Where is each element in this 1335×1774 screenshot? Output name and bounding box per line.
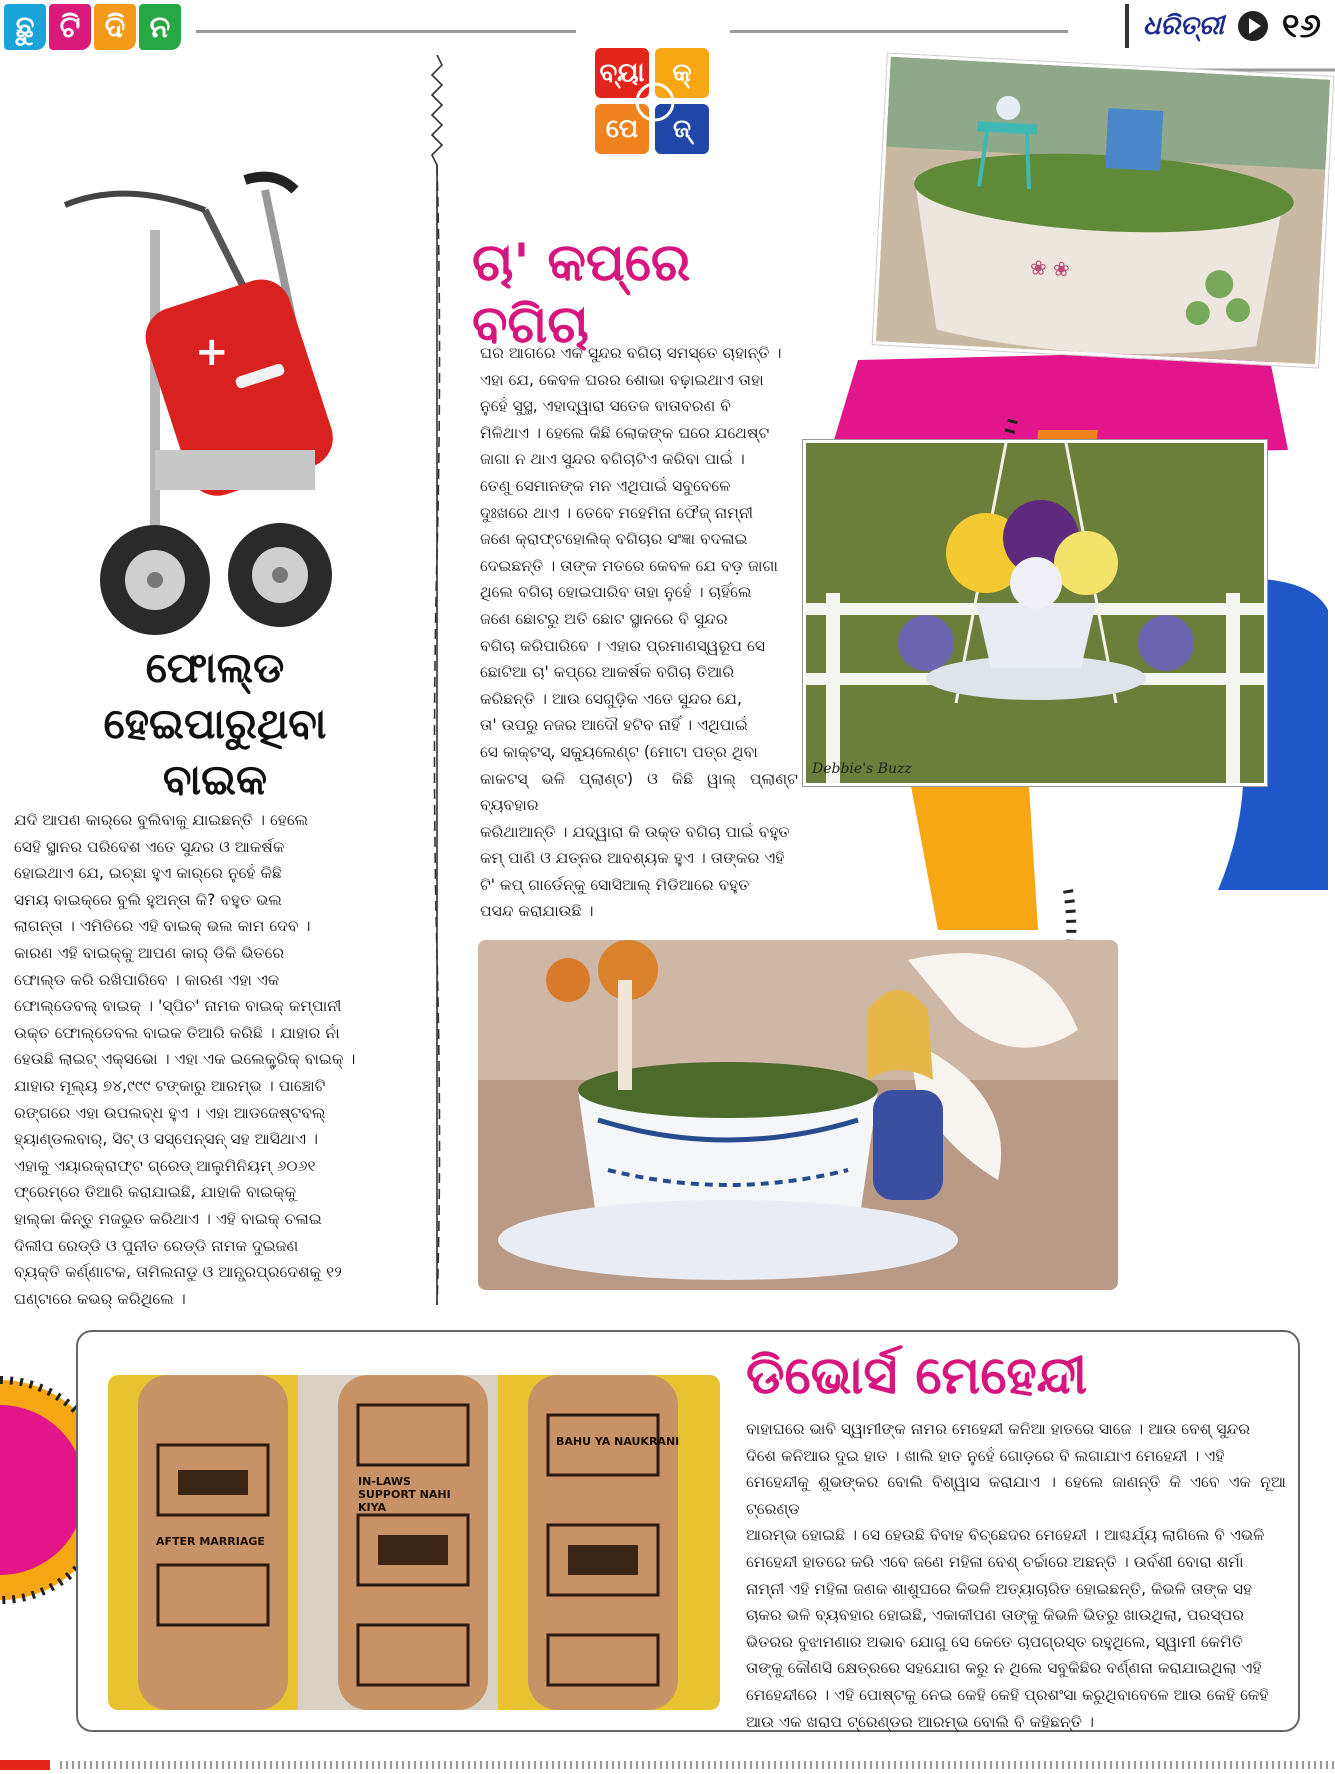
bike-illustration xyxy=(5,150,425,645)
badge-letter: ପେ xyxy=(595,104,649,154)
mehendi-caption: AFTER MARRIAGE xyxy=(156,1535,265,1548)
brand-letter: ଦି xyxy=(94,4,136,50)
text-line: ଏହାକୁ ଏୟାରକ୍ରାଫ୍ଟ ଗ୍ରେଡ୍ ଆଲୁମିନିୟମ୍ ୬୦୬୧ xyxy=(14,1156,316,1175)
text-line: କାରଣ ଏହି ବାଇକ୍‌କୁ ଆପଣ କାର୍ ଡିକି ଭିତରେ xyxy=(14,943,285,962)
mehendi-caption: BAHU YA NAUKRANI xyxy=(556,1435,680,1448)
text-line: ରଙ୍ଗରେ ଏହା ଉପଲବ୍ଧ ହୁଏ । ଏହା ଆଡଜେଷ୍ଟବଲ୍ xyxy=(14,1103,326,1122)
text-line: ଆରମ୍ଭ ହୋଇଛି । ସେ ହେଉଛି ବିବାହ ବିଚ୍ଛେଦର ମେହେନ୍ଦୀ । ଆଶ୍ଚର୍ଯ୍ୟ ଲାଗିଲେ ବି ଏଭଳି xyxy=(746,1526,1265,1545)
hanging-teacup-illustration xyxy=(806,443,1264,783)
mehendi-article-body xyxy=(746,1416,1286,1735)
text-line: ଉକ୍ତ ଫୋଲ୍ଡେବଲ ବାଇକ ତିଆରି କରିଛି । ଯାହାର ନାଁ xyxy=(14,1023,340,1042)
text-line: ଦିଲୀପ ରେଡ୍ଡି ଓ ପୁନୀତ ରେଡ୍ଡି ନାମକ ଦୁଇଜଣ xyxy=(14,1236,299,1255)
text-line: ଥିଲେ ବଗିଚା ହୋଇପାରିବ ତାହା ନୁହେଁ । ଚାହିଁଲେ xyxy=(480,583,752,602)
text-line: ତାଙ୍କୁ କୌଣସି କ୍ଷେତ୍ରରେ ସହଯୋଗ କରୁ ନ ଥିଲେ ସବୁକିଛିର ବର୍ଣ୍ଣନା କରାଯାଇଥିଲା ଏହି xyxy=(746,1659,1262,1678)
text-line: ଲାଗନ୍ତା । ଏମିତିରେ ଏହି ବାଇକ୍ ଭଲ କାମ ଦେବ । xyxy=(14,917,311,936)
teacup-garden-photo-3 xyxy=(478,940,1118,1290)
badge-circle-icon xyxy=(633,80,677,124)
publication-logo: ଧରିତ୍ରୀ xyxy=(1142,10,1224,41)
text-line: ଘଣ୍ଟାରେ କଭର୍ କରିଥିଲେ । xyxy=(14,1289,186,1308)
teacup-article-title xyxy=(472,232,832,356)
text-line: କମ୍ ପାଣି ଓ ଯତ୍ନର ଆବଶ୍ୟକ ହୁଏ । ତାଙ୍କର ଏହି xyxy=(480,849,785,868)
bike-article-title xyxy=(10,640,420,808)
section-brand xyxy=(4,4,181,50)
text-line: ଫୋଲ୍ଡେବଲ୍ ବାଇକ୍ । 'ସ୍ପିଚ' ନାମକ ବାଇକ୍ କମ୍ପାନୀ xyxy=(14,997,342,1016)
text-line: କରିଥାଆନ୍ତି । ଯଦ୍ୱାରା କି ଉକ୍ତ ବଗିଚା ପାଇଁ ବହୁତ xyxy=(480,822,790,841)
text-line: ସମୟ ବାଇକ୍‌ରେ ବୁଲି ହୁଅନ୍ତା କି? ବହୁତ ଭଲ xyxy=(14,890,282,909)
header-rule xyxy=(730,30,1068,33)
column-divider xyxy=(430,55,444,1305)
header-rule xyxy=(196,30,576,33)
mehendi-caption: IN-LAWS SUPPORT NAHI KIYA xyxy=(358,1475,451,1514)
header-right xyxy=(1125,4,1321,48)
text-line: ବାହାଘରେ ଭାବି ସ୍ୱାମୀଙ୍କ ନାମର ମେହେନ୍ଦୀ କନିଆ ହାତରେ ସାଜେ । ଆଉ ବେଶ୍ ସୁନ୍ଦର xyxy=(746,1420,1251,1438)
photo-watermark: Debbie's Buzz xyxy=(812,761,912,777)
text-line: କରିଛନ୍ତି । ଆଉ ସେଗୁଡ଼ିକ ଏତେ ସୁନ୍ଦର ଯେ, xyxy=(480,689,742,708)
text-line: ତେଣୁ ସେମାନଙ୍କ ମନ ଏଥିପାଇଁ ସବୁବେଳେ xyxy=(480,476,731,495)
text-line: ଟି' କପ୍ ଗାର୍ଡେନ୍‌କୁ ସୋସିଆଲ୍ ମିଡିଆରେ ବହୁତ xyxy=(480,875,750,894)
teacup-garden-photo-1 xyxy=(873,54,1334,368)
text-line: ବଗିଚା କରିପାରିବେ । ଏହାର ପ୍ରମାଣସ୍ୱରୂପ ସେ xyxy=(480,636,765,655)
header-separator xyxy=(1125,4,1129,48)
folding-bike-photo xyxy=(5,150,425,645)
svg-text:+: + xyxy=(195,329,229,375)
text-line: ଘର ଆଗରେ ଏକ ସୁନ୍ଦର ବଗିଚା ସମସ୍ତେ ଚାହାନ୍ତି । xyxy=(480,344,782,362)
text-line: ଜାଗା ନ ଥାଏ ସୁନ୍ଦର ବଗିଚାଟିଏ କରିବା ପାଇଁ । xyxy=(480,450,745,469)
text-line: ଛୋଟିଆ ଚା' କପ୍‌ରେ ଆକର୍ଷକ ବଗିଚା ତିଆରି xyxy=(480,663,735,682)
text-line: ଜଣେ ଛୋଟରୁ ଅତି ଛୋଟ ସ୍ଥାନରେ ବି ସୁନ୍ଦର xyxy=(480,609,728,628)
bike-title-line: ଫୋଲ୍ଡ xyxy=(145,643,285,692)
text-line: ମେହେନ୍ଦୀରେ । ଏହି ପୋଷ୍ଟକୁ ନେଇ କେହି କେହି ପ୍ରଶଂସା କରୁଥିବାବେଳେ ଆଉ କେହି କେହି xyxy=(746,1685,1269,1704)
text-line: ହୋଇଥାଏ ଯେ, ଇଚ୍ଛା ହୁଏ କାର୍‌ରେ ନୁହେଁ କିଛି xyxy=(14,864,282,883)
text-line: ଦୁଃଖରେ ଥାଏ । ତେବେ ମହେମିନା ଫୈଜ୍ ନାମ୍ନୀ xyxy=(480,503,754,522)
badge-letter: ବ୍ୟା xyxy=(595,48,649,98)
brand-letter: ଛୁ xyxy=(4,4,46,50)
text-line: ଦିଶେ କନିଆର ଦୁଇ ହାତ । ଖାଲି ହାତ ନୁହେଁ ଗୋଡ଼ରେ ବି ଲଗାଯାଏ ମେହେନ୍ଦୀ । ଏହି xyxy=(746,1446,1225,1465)
text-line: ଚାକର ଭଳି ବ୍ୟବହାର ହୋଇଛି, ଏକାକୀପଣ ତାଙ୍କୁ କିଭଳି ଭିତରୁ ଖାଉଥିଲା, ପରସ୍ପର xyxy=(746,1606,1245,1625)
badge-letter: କ୍ xyxy=(655,48,709,98)
teacup-article-body xyxy=(480,340,798,925)
text-line: ଫୋଲ୍ଡ କରି ରଖିପାରିବେ । କାରଣ ଏହା ଏକ xyxy=(14,970,280,989)
play-icon xyxy=(1238,11,1268,41)
text-line: ଫ୍ରେମ୍‌ରେ ତିଆରି କରାଯାଇଛି, ଯାହାକି ବାଇକ୍‌କୁ xyxy=(14,1183,297,1202)
text-line: ଏହା ଯେ, କେବଳ ଘରର ଶୋଭା ବଢ଼ାଇଥାଏ ତାହା xyxy=(480,370,764,389)
back-page-badge xyxy=(595,48,711,158)
text-line: ମିଳିଥାଏ । ହେଲେ କିଛି ଲୋକଙ୍କ ଘରେ ଯଥେଷ୍ଟ xyxy=(480,423,770,442)
text-line: ହେଉଛି ଲାଇଟ୍ ଏକ୍ସଭୋ । ଏହା ଏକ ଇଲେକ୍ଟ୍ରିକ୍ ବାଇକ୍ । xyxy=(14,1050,356,1069)
teacup-title-line: ଚା' କପ୍‌ରେ xyxy=(472,233,691,293)
text-line: ନାମ୍ନୀ ଏହି ମହିଳା ଜଣକ ଶାଶୁଘରେ କିଭଳି ଅତ୍ୟାଚାରିତ ହୋଇଛନ୍ତି, କିଭଳି ତାଙ୍କ ସହ xyxy=(746,1579,1253,1598)
bike-title-line: ବାଇକ xyxy=(162,755,268,804)
text-line: ପସନ୍ଦ କରାଯାଉଛି । xyxy=(480,902,594,921)
text-line: କାକଟସ୍ ଭଳି ପ୍ଲାଣ୍ଟ) ଓ କିଛି ୱାଲ୍ ପ୍ଲାଣ୍ଟ ବ୍ୟବହାର xyxy=(480,769,798,815)
text-line: ଆଉ ଏକ ଖରାପ ଟ୍ରେଣ୍ଡର ଆରମ୍ଭ ବୋଲି ବି କହିଛନ୍ତି । xyxy=(746,1712,1094,1731)
mehendi-article-title: ଡିଭୋର୍ସ ମେହେନ୍ଦୀ xyxy=(746,1346,1088,1406)
text-line: ଭିତରର ବୁଝାମଣାର ଅଭାବ ଯୋଗୁ ସେ କେତେ ଚାପଗ୍ରସ୍ତ ରହୁଥିଲେ, ସ୍ୱାମୀ କେମିତି xyxy=(746,1632,1243,1651)
badge-letter: ଜ୍ xyxy=(655,104,709,154)
text-line: ଯାହାର ମୂଲ୍ୟ ୭୪,୯୯୯ ଟଙ୍କାରୁ ଆରମ୍ଭ । ପାଞ୍ଚୋଟି xyxy=(14,1076,326,1095)
brand-letter: ନ xyxy=(139,4,181,50)
text-line: ବ୍ୟକ୍ତି କର୍ଣ୍ଣାଟକ, ତାମିଲନାଡୁ ଓ ଆନ୍ଧ୍ରପ୍ରଦେଶକୁ ୧୨ xyxy=(14,1263,343,1282)
text-line: ନୁହେଁ ସୁସ୍ଥ, ଏହାଦ୍ୱାରା ସତେଜ ବାତାବରଣ ବି xyxy=(480,397,731,416)
text-line: ହ୍ୟାଣ୍ଡଲବାର୍, ସିଟ୍ ଓ ସସ୍ପେନ୍‌ସନ୍ ସହ ଆସିଥାଏ । xyxy=(14,1130,319,1149)
bottom-rule xyxy=(0,1758,1335,1772)
fairy-teacup-illustration xyxy=(478,940,1118,1290)
page-number: ୧୬ xyxy=(1281,6,1321,46)
text-line: ହାଲ୍‌କା କିନ୍ତୁ ମଜଭୁତ କରିଥାଏ । ଏହି ବାଇକ୍ ଚଳାଇ xyxy=(14,1209,322,1228)
mehendi-photo xyxy=(108,1375,720,1710)
text-line: ମେହେନ୍ଦୀକୁ ଶୁଭଙ୍କର ବୋଲି ବିଶ୍ୱାସ କରାଯାଏ । ହେଲେ ଜାଣନ୍ତି କି ଏବେ ଏକ ନୂଆ ଟ୍ରେଣ୍ଡ xyxy=(746,1473,1286,1518)
text-line: ତା' ଉପରୁ ନଜର ଆଦୌ ହଟିବ ନାହିଁ । ଏଥିପାଇଁ xyxy=(480,716,748,735)
text-line: ସେ କାକ୍‌ଟସ୍, ସକ୍ୟୁଲେଣ୍ଟ (ମୋଟା ପତ୍ର ଥିବା xyxy=(480,742,758,761)
bike-title-line: ହେଇପାରୁଥିବା xyxy=(103,699,327,748)
brand-letter: ଟି xyxy=(49,4,91,50)
teacup-garden-illustration xyxy=(876,57,1330,365)
text-line: ଦେଇଛନ୍ତି । ତାଙ୍କ ମତରେ କେବଳ ଯେ ବଡ଼ ଜାଗା xyxy=(480,556,778,575)
text-line: ଯଦି ଆପଣ କାର୍‌ରେ ବୁଲିବାକୁ ଯାଇଛନ୍ତି । ହେଲେ xyxy=(14,811,309,829)
bike-article-body xyxy=(14,807,424,1312)
text-line: ସେହି ସ୍ଥାନର ପରିବେଶ ଏତେ ସୁନ୍ଦର ଓ ଆକର୍ଷକ xyxy=(14,837,285,856)
teacup-garden-photo-2 xyxy=(803,440,1267,786)
teacup-title-line: ବଗିଚା xyxy=(472,295,589,355)
text-line: ଜଣେ କ୍ରାଫ୍ଟହୋଲିକ୍ ବଗିଚାର ସଂଜ୍ଞା ବଦଳାଇ xyxy=(480,530,748,549)
text-line: ମେହେନ୍ଦୀ ହାତରେ କରି ଏବେ ଜଣେ ମହିଳା ବେଶ୍ ଚର୍ଚ୍ଚାରେ ଅଛନ୍ତି । ଉର୍ବଶୀ ବୋରା ଶର୍ମା xyxy=(746,1552,1244,1571)
svg-text:❀ ❀: ❀ ❀ xyxy=(1029,255,1071,282)
